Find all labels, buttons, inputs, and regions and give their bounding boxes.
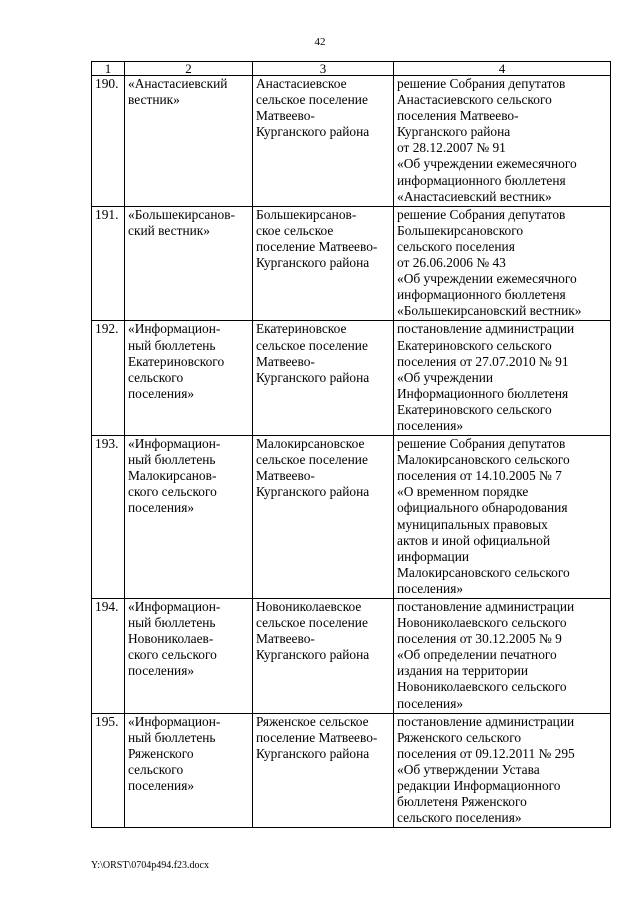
cell-text-line: ского сельского: [128, 484, 217, 500]
cell-text-line: издания на территории: [397, 663, 529, 679]
cell-text-line: постановление администрации: [397, 321, 575, 337]
cell-text-line: Матвеево-: [256, 468, 315, 484]
cell-text-line: поселение Матвеево-: [256, 238, 378, 254]
publication-name-cell: [125, 436, 253, 599]
cell-text-line: Матвеево-: [256, 353, 315, 369]
cell-text-line: «Об учреждении ежемесячного: [397, 156, 577, 172]
cell-text-line: ское сельское: [256, 222, 334, 238]
publication-name-cell: [125, 206, 253, 321]
publication-name-cell: [125, 599, 253, 714]
page-number: 42: [314, 36, 326, 48]
settlement-cell: [253, 206, 394, 321]
cell-text-line: муниципальных правовых: [397, 516, 548, 532]
cell-text-line: Курганского района: [256, 255, 370, 271]
publication-name-cell: [125, 76, 253, 207]
cell-text-line: поселения Матвеево-: [397, 108, 519, 124]
cell-text-line: информационного бюллетеня: [397, 172, 566, 188]
cell-text-line: Ряженского сельского: [397, 729, 522, 745]
settlement-cell: [253, 76, 394, 207]
cell-text-line: бюллетеня Ряженского: [397, 794, 527, 810]
cell-text-line: «О временном порядке: [397, 484, 529, 500]
cell-text-line: Курганского района: [256, 647, 370, 663]
cell-text-line: «Об определении печатного: [397, 647, 557, 663]
cell-text-line: сельского поселения: [397, 238, 515, 254]
cell-text-line: постановление администрации: [397, 713, 575, 729]
cell-text-line: ский вестник»: [128, 222, 210, 238]
cell-text-line: поселения от 09.12.2011 № 295: [397, 745, 575, 761]
cell-text-line: «Анастасиевский: [128, 76, 228, 91]
legal-act-cell: [394, 713, 611, 828]
cell-text-line: «Информацион-: [128, 321, 221, 337]
table-row: [92, 713, 611, 828]
table-row: [92, 206, 611, 321]
row-number: 190.: [92, 76, 125, 207]
cell-text-line: Новониколаевское: [256, 599, 362, 614]
cell-text-line: решение Собрания депутатов: [397, 76, 566, 91]
cell-text-line: Екатериновского сельского: [397, 401, 552, 417]
cell-text-line: от 28.12.2007 № 91: [397, 140, 506, 156]
cell-text-line: Ряженского: [128, 745, 194, 761]
cell-text-line: Малокирсановского сельского: [397, 452, 570, 468]
file-path-footer: Y:\ORST\0704p494.f23.docx: [91, 860, 209, 871]
cell-text-line: Курганского района: [256, 484, 370, 500]
cell-text-line: Новониколаевского сельского: [397, 679, 567, 695]
publication-name-cell: [125, 713, 253, 828]
table-row: [92, 599, 611, 714]
column-header: 1: [92, 62, 125, 76]
row-number: 193.: [92, 436, 125, 599]
cell-text-line: Екатериновского сельского: [397, 337, 552, 353]
cell-text-line: информации: [397, 548, 470, 564]
cell-text-line: «Анастасиевский вестник»: [397, 188, 552, 204]
cell-text-line: Курганского района: [256, 124, 370, 140]
cell-text-line: ный бюллетень: [128, 337, 216, 353]
cell-text-line: Малокирсановского сельского: [397, 564, 570, 580]
cell-text-line: Анастасиевского сельского: [397, 92, 552, 108]
cell-text-line: Малокирсановское: [256, 436, 365, 452]
cell-text-line: поселения»: [128, 500, 195, 516]
cell-text-line: редакции Информационного: [397, 778, 561, 794]
cell-text-line: Матвеево-: [256, 631, 315, 647]
table-row: [92, 321, 611, 436]
cell-text-line: Матвеево-: [256, 108, 315, 124]
cell-text-line: от 26.06.2006 № 43: [397, 255, 506, 271]
cell-text-line: поселения от 30.12.2005 № 9: [397, 631, 562, 647]
cell-text-line: сельское поселение: [256, 452, 368, 468]
cell-text-line: «Об учреждении ежемесячного: [397, 271, 577, 287]
cell-text-line: Большекирсановского: [397, 222, 524, 238]
cell-text-line: «Об утверждении Устава: [397, 761, 540, 777]
cell-text-line: ского сельского: [128, 647, 217, 663]
row-number: 192.: [92, 321, 125, 436]
column-header: 3: [253, 62, 394, 76]
cell-text-line: «Большекирсановский вестник»: [397, 303, 582, 319]
cell-text-line: Екатериновское: [256, 321, 347, 337]
cell-text-line: Информационного бюллетеня: [397, 385, 569, 401]
table-header-row: [92, 62, 611, 76]
cell-text-line: Новониколаев-: [128, 631, 214, 647]
cell-text-line: ный бюллетень: [128, 729, 216, 745]
cell-text-line: поселения от 14.10.2005 № 7: [397, 468, 562, 484]
cell-text-line: постановление администрации: [397, 599, 575, 614]
settlement-cell: [253, 599, 394, 714]
settlement-cell: [253, 436, 394, 599]
legal-act-cell: [394, 76, 611, 207]
cell-text-line: «Информацион-: [128, 713, 221, 729]
cell-text-line: сельское поселение: [256, 337, 368, 353]
cell-text-line: поселения»: [128, 778, 195, 794]
cell-text-line: «Об учреждении: [397, 369, 494, 385]
cell-text-line: ный бюллетень: [128, 452, 216, 468]
cell-text-line: актов и иной официальной: [397, 532, 551, 548]
cell-text-line: Анастасиевское: [256, 76, 347, 91]
column-header: 2: [125, 62, 253, 76]
cell-text-line: поселения от 27.07.2010 № 91: [397, 353, 569, 369]
legal-act-cell: [394, 436, 611, 599]
registry-table: [91, 61, 611, 828]
cell-text-line: сельского: [128, 369, 184, 385]
settlement-cell: [253, 713, 394, 828]
cell-text-line: Ряженское сельское: [256, 713, 369, 729]
cell-text-line: Екатериновского: [128, 353, 225, 369]
legal-act-cell: [394, 206, 611, 321]
cell-text-line: сельского: [128, 761, 184, 777]
cell-text-line: поселения»: [397, 695, 464, 711]
cell-text-line: сельское поселение: [256, 615, 368, 631]
row-number: 195.: [92, 713, 125, 828]
row-number: 194.: [92, 599, 125, 714]
cell-text-line: вестник»: [128, 92, 180, 108]
publication-name-cell: [125, 321, 253, 436]
cell-text-line: Малокирсанов-: [128, 468, 217, 484]
cell-text-line: решение Собрания депутатов: [397, 436, 566, 452]
cell-text-line: поселения»: [397, 580, 464, 596]
cell-text-line: «Информацион-: [128, 436, 221, 452]
cell-text-line: «Информацион-: [128, 599, 221, 614]
table-row: [92, 76, 611, 207]
cell-text-line: Новониколаевского сельского: [397, 615, 567, 631]
cell-text-line: решение Собрания депутатов: [397, 206, 566, 222]
cell-text-line: Курганского района: [256, 745, 370, 761]
cell-text-line: Курганского района: [256, 369, 370, 385]
column-header: 4: [394, 62, 611, 76]
cell-text-line: поселение Матвеево-: [256, 729, 378, 745]
cell-text-line: поселения»: [128, 385, 195, 401]
cell-text-line: поселения»: [397, 417, 464, 433]
cell-text-line: Курганского района: [397, 124, 511, 140]
row-number: 191.: [92, 206, 125, 321]
settlement-cell: [253, 321, 394, 436]
cell-text-line: информационного бюллетеня: [397, 287, 566, 303]
cell-text-line: официального обнародования: [397, 500, 568, 516]
legal-act-cell: [394, 321, 611, 436]
cell-text-line: ный бюллетень: [128, 615, 216, 631]
cell-text-line: поселения»: [128, 663, 195, 679]
table-row: [92, 436, 611, 599]
cell-text-line: сельское поселение: [256, 92, 368, 108]
cell-text-line: «Большекирсанов-: [128, 206, 236, 222]
cell-text-line: сельского поселения»: [397, 810, 522, 826]
legal-act-cell: [394, 599, 611, 714]
cell-text-line: Большекирсанов-: [256, 206, 357, 222]
